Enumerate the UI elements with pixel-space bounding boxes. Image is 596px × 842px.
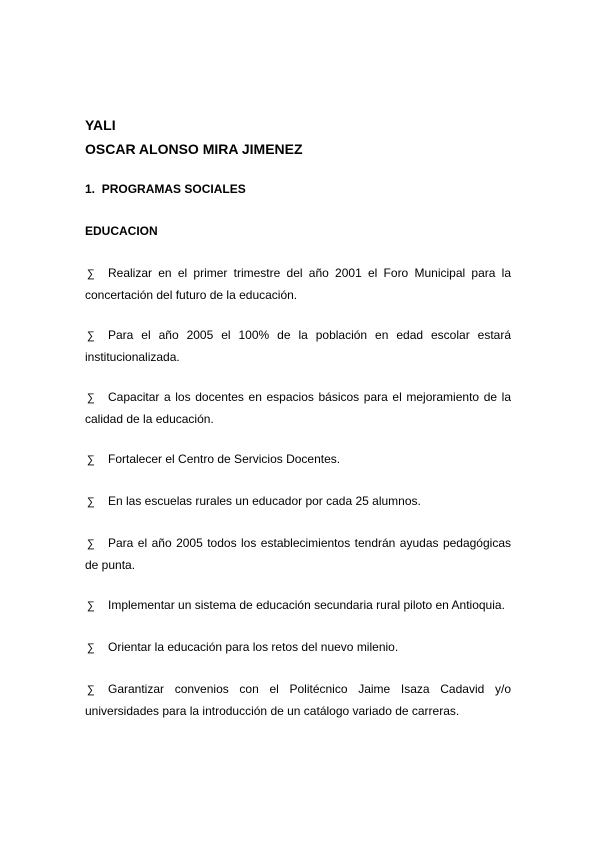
list-item-text: Para el año 2005 todos los establecimientos tendrán ayudas pedagógicas de punta.	[85, 536, 511, 572]
list-item-text: Fortalecer el Centro de Servicios Docentes.	[108, 452, 341, 466]
list-item	[85, 325, 511, 368]
section-title: PROGRAMAS SOCIALES	[101, 182, 246, 196]
bullet-icon: ∑	[87, 454, 95, 466]
list-item-text: Capacitar a los docentes en espacios básicos para el mejoramiento de la calidad de la educación.	[85, 390, 511, 426]
subsection-heading: EDUCACION	[85, 224, 158, 238]
bullet-icon: ∑	[87, 330, 95, 342]
section-number: 1.	[85, 182, 96, 196]
document-title-line-1: YALI	[85, 117, 116, 133]
bullet-icon: ∑	[87, 642, 95, 654]
section-heading	[85, 182, 246, 196]
document-title-line-2: OSCAR ALONSO MIRA JIMENEZ	[85, 141, 303, 157]
list-item-text: Implementar un sistema de educación secundaria rural piloto en Antioquia.	[108, 598, 505, 612]
bullet-icon: ∑	[87, 684, 95, 696]
list-item-text: Orientar la educación para los retos del nuevo milenio.	[108, 640, 399, 654]
bullet-icon: ∑	[87, 496, 95, 508]
list-item-text: Garantizar convenios con el Politécnico Jaime Isaza Cadavid y/o universidades para la introducción de un catálogo variado de carreras.	[85, 682, 511, 718]
list-item	[85, 595, 511, 617]
document-page	[85, 0, 511, 842]
list-item	[85, 679, 511, 722]
list-item	[85, 637, 511, 659]
bullet-icon: ∑	[87, 600, 95, 612]
bullet-icon: ∑	[87, 392, 95, 404]
list-item	[85, 491, 511, 513]
list-item	[85, 263, 511, 306]
list-item	[85, 387, 511, 430]
bullet-icon: ∑	[87, 538, 95, 550]
list-item-text: Para el año 2005 el 100% de la población en edad escolar estará institucionalizada.	[85, 328, 511, 364]
list-item	[85, 449, 511, 471]
list-item-text: Realizar en el primer trimestre del año 2001 el Foro Municipal para la concertación del futuro de la educación.	[85, 266, 511, 302]
list-item-text: En las escuelas rurales un educador por cada 25 alumnos.	[108, 494, 421, 508]
list-item	[85, 533, 511, 576]
bullet-icon: ∑	[87, 268, 95, 280]
